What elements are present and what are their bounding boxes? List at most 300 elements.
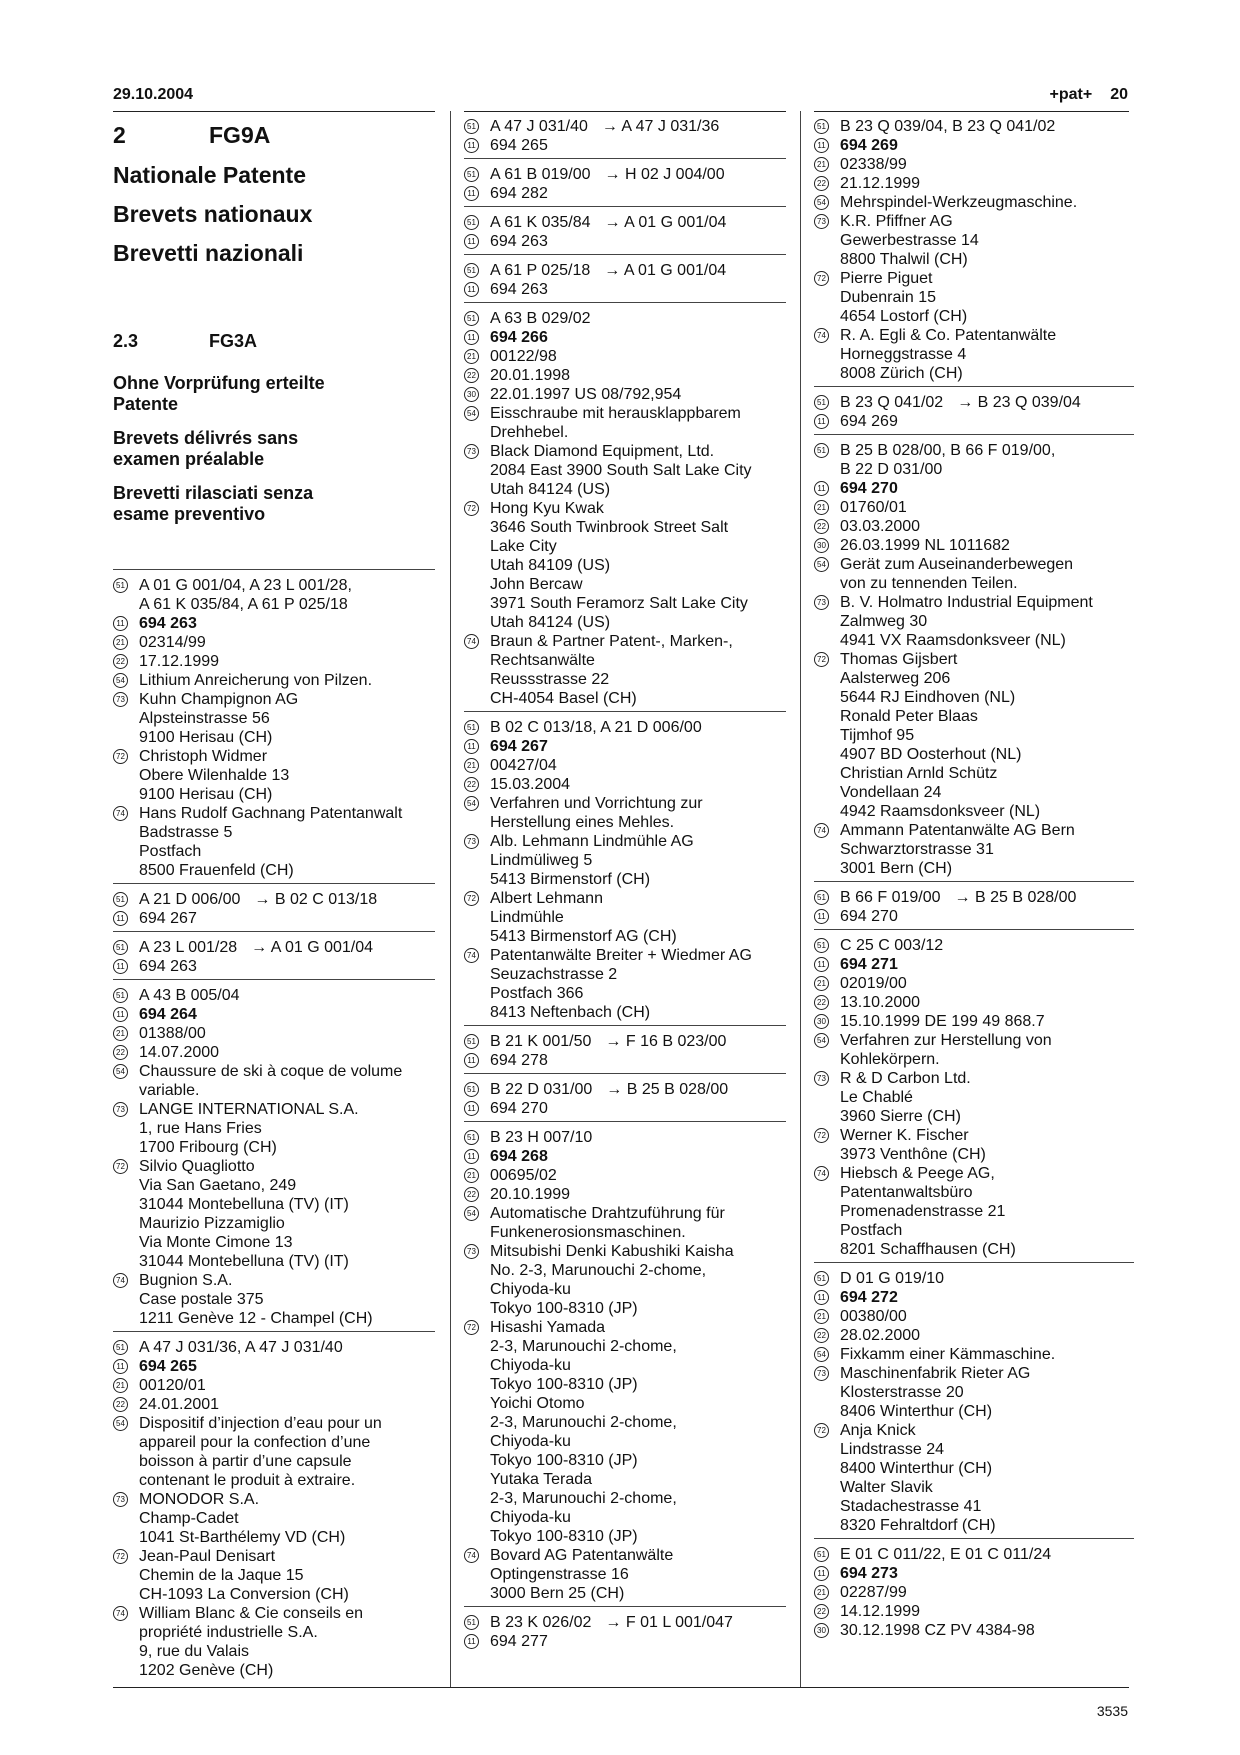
inid-code-badge: 54 [113,673,128,688]
entry-field-value: B 22 D 031/00 [490,1081,593,1098]
entry-field-value: Fixkamm einer Kämmaschine. [840,1346,1056,1363]
entry-field [814,1564,1134,1583]
patent-entry [464,711,786,1025]
entry-field-value: 694 282 [490,185,548,202]
entry-field [464,1204,786,1242]
column-divider-1 [450,111,451,1688]
inid-code-badge: 22 [464,777,479,792]
entry-field-value: D 01 G 019/10 [840,1270,945,1287]
entry-field [464,1185,786,1204]
entry-field-value: 00695/02 [490,1167,557,1184]
entry-field-value: 15.10.1999 DE 199 49 868.7 [840,1013,1045,1030]
entry-field-value: Patentanwälte Breiter + Wiedmer AG Seuzachstrasse 2 Postfach 366 8413 Neftenbach (CH) [490,947,752,1021]
inid-code-badge: 74 [464,948,479,963]
entry-field-value: 694 263 [139,615,197,632]
entry-field-value: A 21 D 006/00 [139,891,241,908]
entry-field [814,888,1134,907]
entry-field [113,1157,435,1271]
inid-code-badge: 11 [464,330,479,345]
entry-field-value: 03.03.2000 [840,518,921,535]
entry-field-value: A 63 B 029/02 [490,310,591,327]
patent-entry [464,1025,786,1073]
patent-entry [113,979,435,1331]
entry-field [113,633,435,652]
cross-reference: → F 16 B 023/00 [605,1033,727,1050]
entry-field [814,269,1134,326]
inid-code-badge: 74 [814,823,829,838]
entry-field [464,1147,786,1166]
inid-code-badge: 11 [814,1566,829,1581]
inid-code-badge: 22 [814,1604,829,1619]
entry-field-value: Kuhn Champignon AG Alpsteinstrasse 56 9100 Herisau (CH) [139,691,299,746]
inid-code-badge: 51 [814,395,829,410]
entry-field-value: LANGE INTERNATIONAL S.A. 1, rue Hans Fries 1700 Fribourg (CH) [139,1101,359,1156]
inid-code-badge: 72 [113,1159,128,1174]
entry-field [464,136,786,155]
entry-field [113,804,435,880]
patent-entry [464,1606,786,1654]
inid-code-badge: 51 [464,215,479,230]
patent-entries-col3 [814,111,1134,1643]
column-3 [814,111,1134,1643]
entry-field [464,756,786,775]
entry-field [113,1062,435,1100]
entry-field [814,212,1134,269]
patent-entry [113,883,435,931]
entry-field [814,441,1134,479]
inid-code-badge: 22 [464,1187,479,1202]
entry-field-value: B 25 B 028/00, B 66 F 019/00, B 22 D 031/00 [840,442,1056,478]
inid-code-badge: 73 [113,1102,128,1117]
inid-code-badge: 51 [113,892,128,907]
entry-field-value: Lithium Anreicherung von Pilzen. [139,672,373,689]
entry-field-value: Bovard AG Patentanwälte Optingenstrasse 16 3000 Bern 25 (CH) [490,1547,674,1602]
patent-entries-col1 [113,570,435,1683]
inid-code-badge: 51 [464,1615,479,1630]
entry-field [814,155,1134,174]
entry-field [464,1099,786,1118]
entry-field-value: B 23 K 026/02 [490,1614,592,1631]
inid-code-badge: 11 [113,1359,128,1374]
patent-entry [814,434,1134,881]
inid-code-badge: 72 [464,1320,479,1335]
entry-field [113,890,435,909]
inid-code-badge: 51 [814,1271,829,1286]
entry-field-value: 694 269 [840,413,898,430]
section-code: FG9A [209,122,271,148]
entry-field [464,385,786,404]
entry-field-value: A 47 J 031/40 [490,118,588,135]
patent-entry [113,1331,435,1683]
entry-field-value: Alb. Lehmann Lindmühle AG Lindmüliweg 5 5413 Birmenstorf (CH) [490,833,694,888]
entry-field [464,499,786,632]
entry-field [113,1271,435,1328]
entry-field [814,1269,1134,1288]
inid-code-badge: 51 [814,938,829,953]
subsection-title-it: Brevetti rilasciati senza esame preventivo [113,483,314,524]
entry-field [814,1012,1134,1031]
patent-entry [814,111,1134,386]
patent-entry [464,1073,786,1121]
entry-field-value: Gerät zum Auseinanderbewegen von zu tennenden Teilen. [840,556,1074,592]
inid-code-badge: 73 [464,834,479,849]
entry-field-value: 694 264 [139,1006,197,1023]
inid-code-badge: 72 [113,749,128,764]
inid-code-badge: 11 [464,234,479,249]
inid-code-badge: 11 [464,1053,479,1068]
entry-field [464,347,786,366]
inid-code-badge: 73 [814,214,829,229]
entry-field-value: 694 263 [490,281,548,298]
entry-field-value: K.R. Pfiffner AG Gewerbestrasse 14 8800 Thalwil (CH) [840,213,979,268]
entry-field-value: A 23 L 001/28 [139,939,238,956]
issue-date: 29.10.2004 [113,86,194,103]
entry-field [464,1613,786,1632]
inid-code-badge: 21 [464,758,479,773]
cross-reference: → A 01 G 001/04 [251,939,374,956]
cross-reference: → A 01 G 001/04 [604,214,727,231]
entry-field-value: B 02 C 013/18, A 21 D 006/00 [490,719,702,736]
inid-code-badge: 73 [113,1492,128,1507]
entry-field-value: R & D Carbon Ltd. Le Chablé 3960 Sierre (CH) [840,1070,971,1125]
entry-field [814,1126,1134,1164]
entry-field [113,938,435,957]
entry-field-value: Eisschraube mit herausklappbarem Drehhebel. [490,405,741,441]
inid-code-badge: 73 [814,1366,829,1381]
inid-code-badge: 30 [814,538,829,553]
entry-field [814,393,1134,412]
column-2 [464,111,786,1654]
entry-field-value: 694 273 [840,1565,898,1582]
inid-code-badge: 11 [113,616,128,631]
inid-code-badge: 22 [113,1045,128,1060]
patent-entry [113,931,435,979]
inid-code-badge: 11 [113,959,128,974]
patent-entry [464,1121,786,1606]
entry-field-value: B 66 F 019/00 [840,889,941,906]
entry-field [113,1024,435,1043]
inid-code-badge: 11 [814,414,829,429]
entry-field-value: B. V. Holmatro Industrial Equipment Zalmweg 30 4941 VX Raamsdonksveer (NL) [840,594,1093,649]
inid-code-badge: 30 [464,387,479,402]
inid-code-badge: 72 [814,652,829,667]
entry-field [464,1128,786,1147]
inid-code-badge: 11 [814,481,829,496]
inid-code-badge: 51 [464,263,479,278]
entry-field [113,1376,435,1395]
entry-field [464,1166,786,1185]
inid-code-badge: 51 [113,1340,128,1355]
entry-field-value: 21.12.1999 [840,175,921,192]
inid-code-badge: 51 [464,1130,479,1145]
subsection-code: FG3A [209,331,258,351]
entry-field [814,174,1134,193]
inid-code-badge: 74 [814,1166,829,1181]
inid-code-badge: 22 [113,654,128,669]
entry-field-value: 694 263 [139,958,197,975]
inid-code-badge: 51 [814,890,829,905]
inid-code-badge: 21 [113,1378,128,1393]
inid-code-badge: 11 [464,1634,479,1649]
entry-field [113,671,435,690]
entry-field [113,690,435,747]
entry-field [814,536,1134,555]
entry-field-value: B 23 H 007/10 [490,1129,593,1146]
entry-field-value: 694 270 [490,1100,548,1117]
entry-field-value: Dispositif d’injection d’eau pour un appareil pour la confection d’une boisson à partir d’une capsule contenant le produit à extraire. [139,1415,382,1489]
entry-field [464,718,786,737]
inid-code-badge: 54 [814,1347,829,1362]
inid-code-badge: 54 [814,195,829,210]
entry-field [113,652,435,671]
entry-field-value: Albert Lehmann Lindmühle 5413 Birmenstorf AG (CH) [490,890,677,945]
inid-code-badge: 11 [814,1290,829,1305]
inid-code-badge: 21 [464,1168,479,1183]
entry-field-value: 02019/00 [840,975,907,992]
entry-field-value: 17.12.1999 [139,653,220,670]
entry-field-value: Anja Knick Lindstrasse 24 8400 Winterthur (CH) Walter Slavik Stadachestrasse 41 8320 Fehraltdorf (CH) [840,1422,996,1534]
inid-code-badge: 11 [814,138,829,153]
inid-code-badge: 54 [464,406,479,421]
entry-field-value: Silvio Quagliotto Via San Gaetano, 249 31044 Montebelluna (TV) (IT) Maurizio Pizzamiglio Via Monte Cimone 13 31044 Montebelluna (TV) (IT) [139,1158,349,1270]
entry-field-value: 20.10.1999 [490,1186,571,1203]
patent-entry [464,111,786,158]
entry-field [464,404,786,442]
inid-code-badge: 51 [113,988,128,1003]
inid-code-badge: 22 [814,176,829,191]
entry-field [814,1164,1134,1259]
entry-field [464,309,786,328]
entry-field-value: 00427/04 [490,757,557,774]
inid-code-badge: 22 [464,368,479,383]
patent-entry [464,302,786,711]
inid-code-badge: 54 [113,1064,128,1079]
entry-field [814,136,1134,155]
entry-field [464,117,786,136]
entry-field-value: A 61 P 025/18 [490,262,591,279]
entry-field [113,957,435,976]
inid-code-badge: 11 [113,1007,128,1022]
entry-field [814,1326,1134,1345]
entry-field-value: Christoph Widmer Obere Wilenhalde 13 9100 Herisau (CH) [139,748,290,803]
entry-field [814,821,1134,878]
inid-code-badge: 51 [464,311,479,326]
entry-field [464,632,786,708]
inid-code-badge: 51 [113,578,128,593]
inid-code-badge: 21 [814,1585,829,1600]
entry-field [814,936,1134,955]
entry-field-value: 694 278 [490,1052,548,1069]
patent-entry [814,881,1134,929]
subsection-heading [113,332,435,354]
entry-field [464,366,786,385]
entry-field-value: B 21 K 001/50 [490,1033,592,1050]
entry-field-value: 02314/99 [139,634,206,651]
entry-field [814,1364,1134,1421]
inid-code-badge: 54 [464,796,479,811]
inid-code-badge: 73 [814,1071,829,1086]
inid-code-badge: 72 [814,1423,829,1438]
entry-field-value: A 47 J 031/36, A 47 J 031/40 [139,1339,343,1356]
entry-field [464,1080,786,1099]
entry-field [464,328,786,347]
inid-code-badge: 54 [814,557,829,572]
entry-field [814,326,1134,383]
entry-field-value: Bugnion S.A. Case postale 375 1211 Genève 12 - Champel (CH) [139,1272,373,1327]
entry-field-value: 694 271 [840,956,898,973]
patent-entry [464,254,786,302]
entry-field [464,261,786,280]
inid-code-badge: 74 [814,328,829,343]
cross-reference: → B 23 Q 039/04 [957,394,1081,411]
patent-entry [464,158,786,206]
entry-field-value: 14.07.2000 [139,1044,220,1061]
inid-code-badge: 51 [464,1082,479,1097]
entry-field-value: Verfahren und Vorrichtung zur Herstellung eines Mehles. [490,795,703,831]
inid-code-badge: 21 [814,500,829,515]
entry-field-value: A 61 K 035/84 [490,214,591,231]
inid-code-badge: 73 [464,444,479,459]
entry-field-value: Black Diamond Equipment, Ltd. 2084 East 3900 South Salt Lake City Utah 84124 (US) [490,443,752,498]
inid-code-badge: 21 [814,157,829,172]
inid-code-badge: 72 [113,1549,128,1564]
inid-code-badge: 22 [814,1328,829,1343]
entry-field-value: A 61 B 019/00 [490,166,591,183]
entry-field-value: R. A. Egli & Co. Patentanwälte Horneggstrasse 4 8008 Zürich (CH) [840,327,1057,382]
entry-field [113,1357,435,1376]
entry-field [814,1288,1134,1307]
entry-field [113,909,435,928]
inid-code-badge: 22 [113,1397,128,1412]
entry-field [814,907,1134,926]
entry-field [464,832,786,889]
cross-reference: → A 01 G 001/04 [604,262,727,279]
entry-field-value: 28.02.2000 [840,1327,921,1344]
entry-field-value: 694 272 [840,1289,898,1306]
inid-code-badge: 11 [464,138,479,153]
inid-code-badge: 30 [814,1014,829,1029]
entry-field-value: Hong Kyu Kwak 3646 South Twinbrook Street Salt Lake City Utah 84109 (US) John Bercaw 3971 South Feramorz Salt Lake City Utah 84124 (US) [490,500,748,631]
entry-field-value: 694 267 [139,910,197,927]
entry-field [814,1583,1134,1602]
entry-field-value: Hiebsch & Peege AG, Patentanwaltsbüro Promenadenstrasse 21 Postfach 8201 Schaffhausen (CH) [840,1165,1016,1258]
entry-field-value: 26.03.1999 NL 1011682 [840,537,1010,554]
inid-code-badge: 72 [464,891,479,906]
section-title-it: Brevetti nazionali [113,240,304,266]
section-title-fr: Brevets nationaux [113,201,313,227]
entry-field-value: 694 266 [490,329,548,346]
entry-field [814,555,1134,593]
entry-field-value: Mehrspindel-Werkzeugmaschine. [840,194,1078,211]
entry-field-value: 694 269 [840,137,898,154]
inid-code-badge: 11 [464,1149,479,1164]
inid-code-badge: 51 [814,119,829,134]
inid-code-badge: 51 [814,1547,829,1562]
inid-code-badge: 54 [464,1206,479,1221]
entry-field [464,1051,786,1070]
entry-field [113,1490,435,1547]
entry-field [113,1414,435,1490]
entry-field [814,993,1134,1012]
footer-page-number: 3535 [1096,1703,1128,1719]
patent-entry [814,1262,1134,1538]
entry-field-value: Automatische Drahtzuführung für Funkenerosionsmaschinen. [490,1205,725,1241]
subsection-title-de: Ohne Vorprüfung erteilte Patente [113,373,325,414]
entry-field [464,213,786,232]
inid-code-badge: 73 [464,1244,479,1259]
entry-field [464,1546,786,1603]
inid-code-badge: 51 [464,119,479,134]
entry-field [113,1395,435,1414]
entry-field [113,614,435,633]
entry-field [814,955,1134,974]
entry-field [814,650,1134,821]
inid-code-badge: 21 [113,1026,128,1041]
inid-code-badge: 74 [464,634,479,649]
entry-field [814,1621,1134,1640]
entry-field [464,775,786,794]
section-number: 2 [113,122,126,148]
entry-field-value: 694 265 [139,1358,197,1375]
entry-field-value: A 43 B 005/04 [139,987,240,1004]
entry-field-value: 13.10.2000 [840,994,921,1011]
entry-field-value: 00380/00 [840,1308,907,1325]
entry-field-value: 22.01.1997 US 08/792,954 [490,386,682,403]
cross-reference: → B 02 C 013/18 [254,891,378,908]
entry-field [113,1100,435,1157]
inid-code-badge: 11 [464,186,479,201]
inid-code-badge: 54 [113,1416,128,1431]
cross-reference: → B 25 B 028/00 [954,889,1077,906]
publication-brand: +pat+ [1049,86,1093,103]
patent-entry [814,386,1134,434]
entry-field-value: 24.01.2001 [139,1396,220,1413]
entry-field-value: 694 265 [490,137,548,154]
entry-field [464,889,786,946]
entry-field [814,479,1134,498]
inid-code-badge: 51 [814,443,829,458]
cross-reference: → F 01 L 001/047 [605,1614,733,1631]
inid-code-badge: 51 [464,720,479,735]
inid-code-badge: 22 [814,519,829,534]
inid-code-badge: 72 [814,271,829,286]
entry-field-value: Hisashi Yamada 2-3, Marunouchi 2-chome, Chiyoda-ku Tokyo 100-8310 (JP) Yoichi Otomo 2-3, Marunouchi 2-chome, Chiyoda-ku Tokyo 100-8310 (JP) Yutaka Terada 2-3, Marunouchi 2-chome, Chiyoda-ku Tokyo 100-8310 (JP) [490,1319,677,1545]
entry-field [113,1547,435,1604]
entry-field-value: B 23 Q 041/02 [840,394,944,411]
entry-field-value: 694 277 [490,1633,548,1650]
entry-field [464,946,786,1022]
inid-code-badge: 11 [464,739,479,754]
entry-field [814,1421,1134,1535]
entry-field-value: 694 268 [490,1148,548,1165]
entry-field-value: 30.12.1998 CZ PV 4384-98 [840,1622,1035,1639]
entry-field-value: MONODOR S.A. Champ-Cadet 1041 St-Barthélemy VD (CH) [139,1491,346,1546]
entry-field-value: 20.01.1998 [490,367,571,384]
page-header-right [1050,86,1128,104]
inid-code-badge: 72 [814,1128,829,1143]
entry-field-value: 694 267 [490,738,548,755]
entry-field-value: William Blanc & Cie conseils en propriété industrielle S.A. 9, rue du Valais 1202 Genève (CH) [139,1605,364,1679]
inid-code-badge: 11 [814,957,829,972]
entry-field-value: 694 270 [840,908,898,925]
cross-reference: → H 02 J 004/00 [604,166,725,183]
entry-field [464,184,786,203]
entry-field-value: Pierre Piguet Dubenrain 15 4654 Lostorf (CH) [840,270,968,325]
cross-reference: → A 47 J 031/36 [601,118,720,135]
entry-field-value: Mitsubishi Denki Kabushiki Kaisha No. 2-3, Marunouchi 2-chome, Chiyoda-ku Tokyo 100-8310 (JP) [490,1243,734,1317]
inid-code-badge: 74 [113,1273,128,1288]
inid-code-badge: 21 [464,349,479,364]
